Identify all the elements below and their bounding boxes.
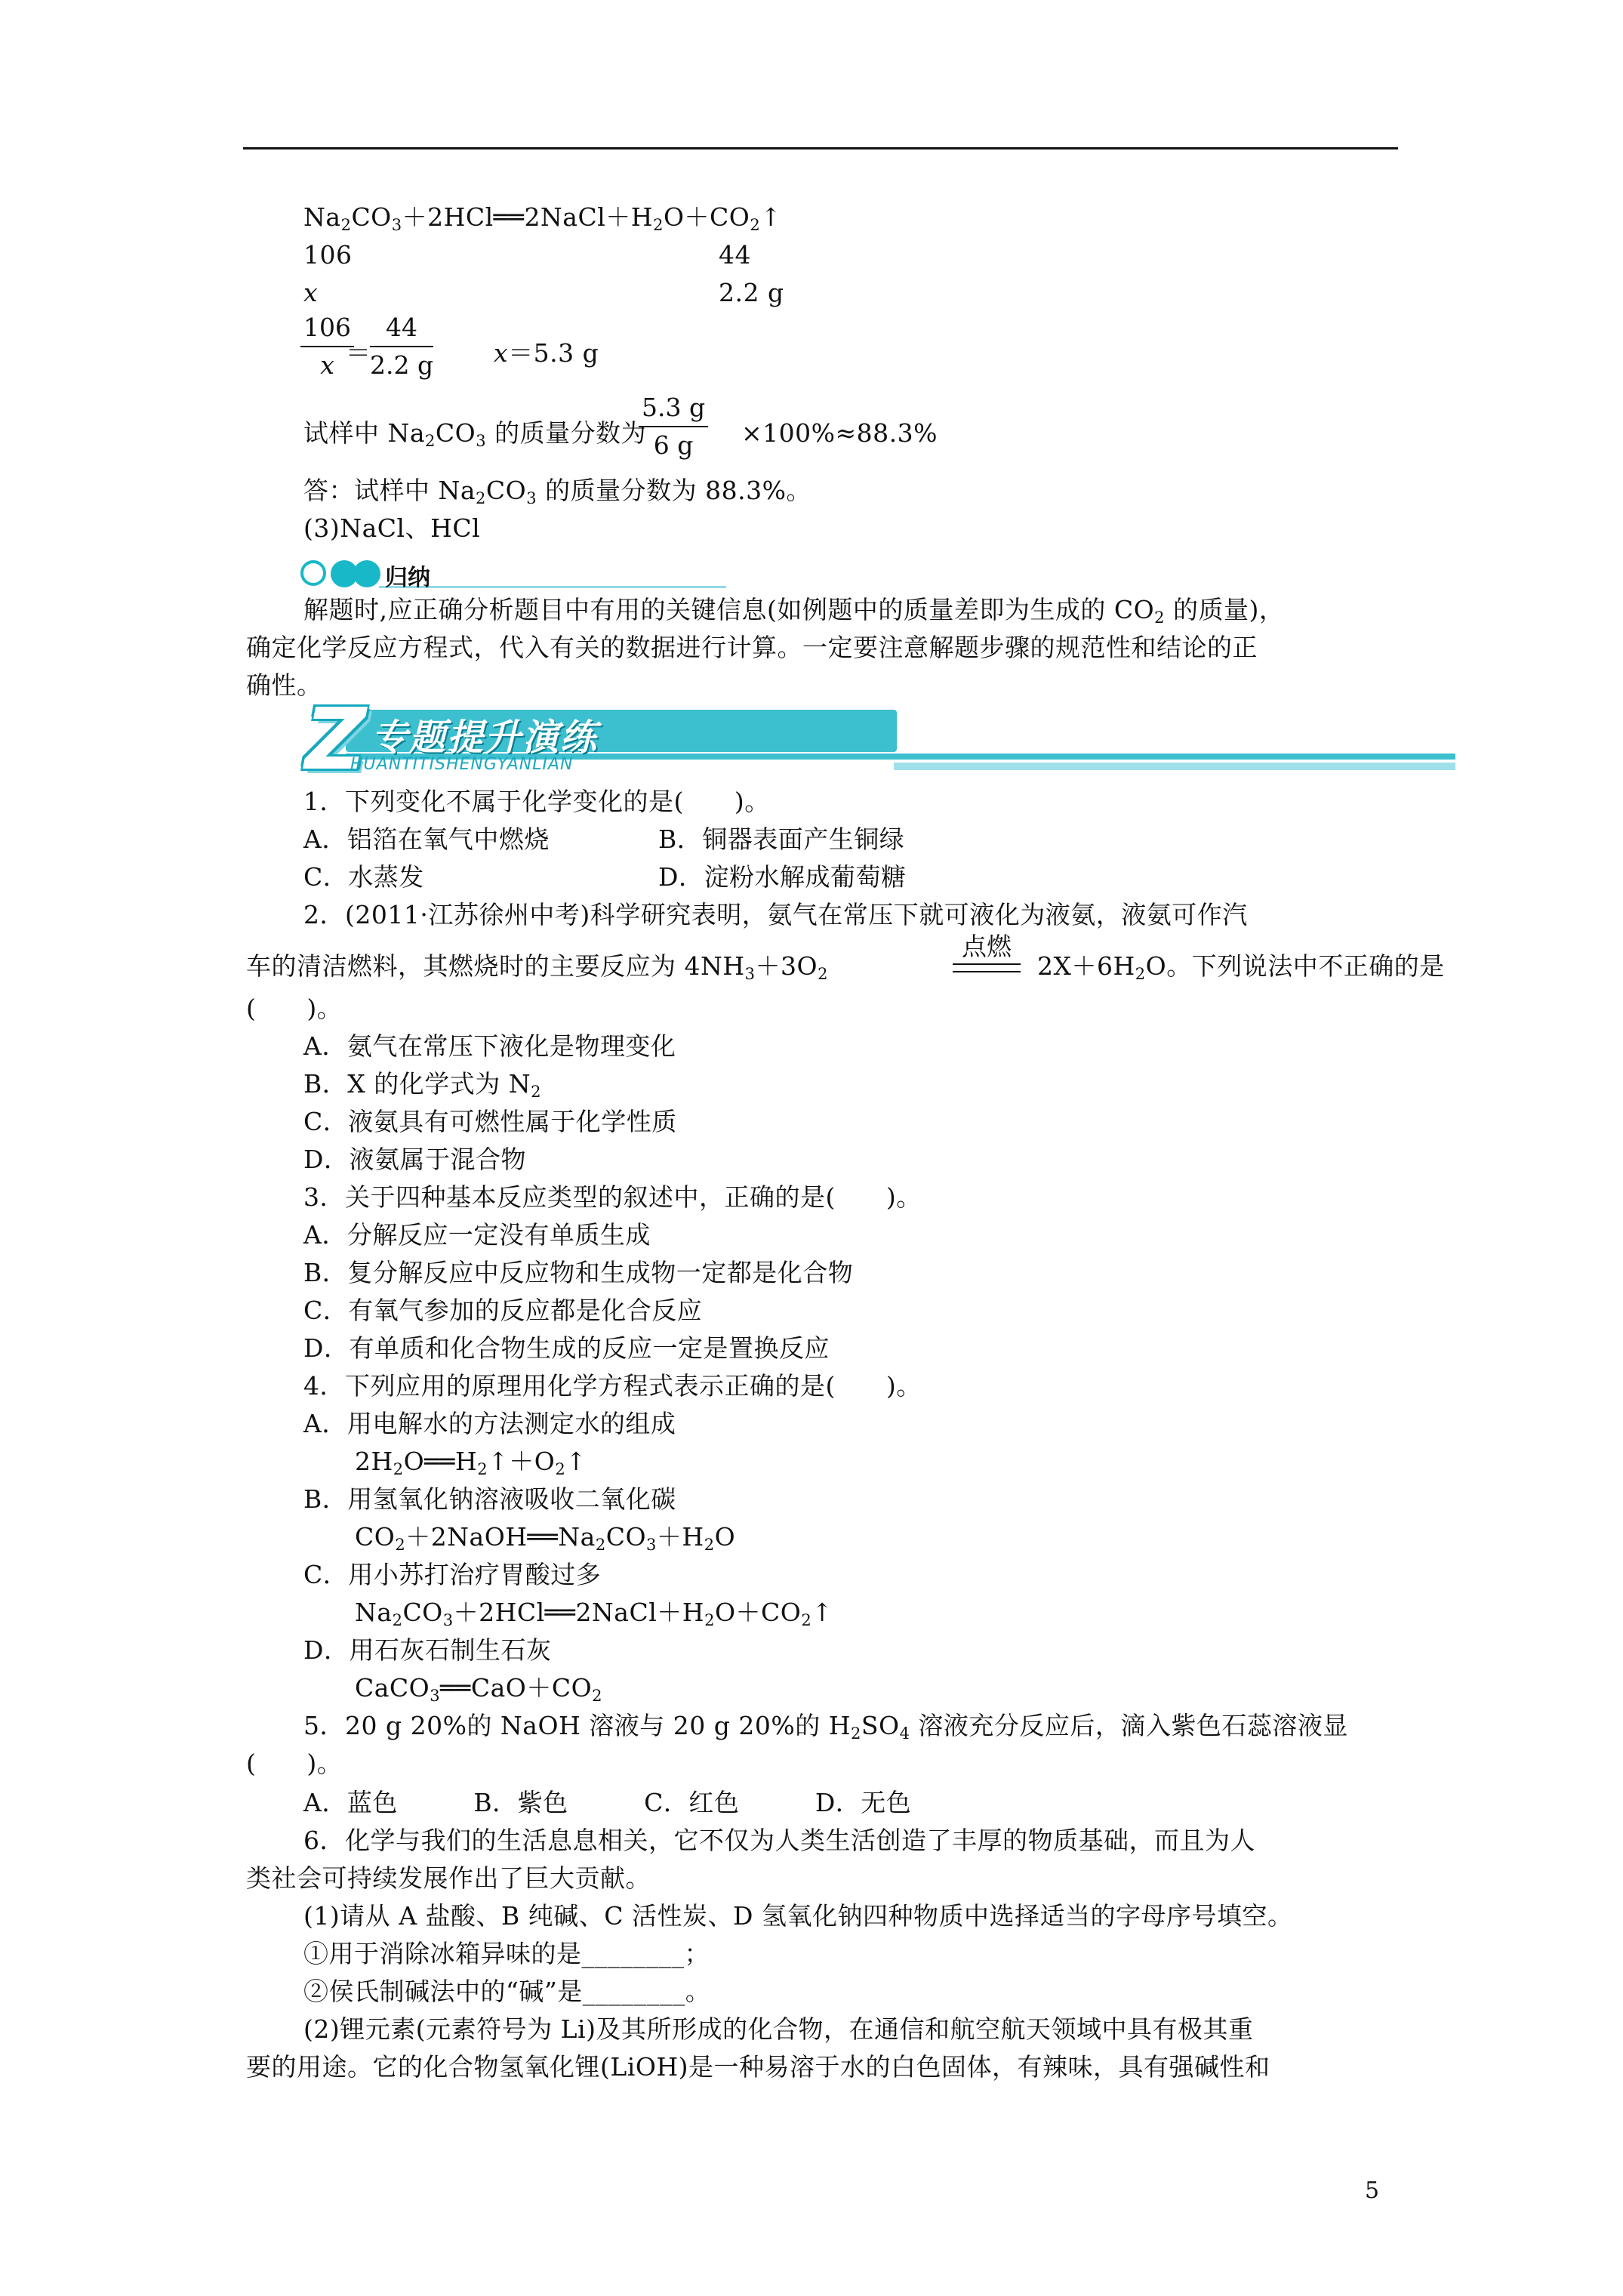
lightbulb-icon — [300, 560, 326, 586]
equals-sign: ＝ — [346, 338, 371, 368]
page-number: 5 — [1365, 2177, 1380, 2204]
banner-title: 专题提升演练 — [371, 717, 599, 759]
q3-stem: 3．关于四种基本反应类型的叙述中，正确的是( )。 — [303, 1182, 922, 1212]
q5-line-2: ( )。 — [246, 1749, 343, 1778]
q4-option-b: B．用氢氧化钠溶液吸收二氧化碳 — [303, 1484, 676, 1514]
q4-equation-d: $CaCO_3══CaO+CO_2$ — [355, 1673, 603, 1705]
summary-line-2: 确定化学反应方程式，代入有关的数据进行计算。一定要注意解题步骤的规范性和结论的正 — [246, 633, 1258, 662]
ratio-fraction-right: $\frac{44}{2.2 g}$ — [370, 313, 434, 380]
percent-prefix: 试样中 $Na_2CO_3$ 的质量分数为 — [303, 418, 647, 450]
molar-mass-co2: 44 — [719, 240, 751, 270]
q3-option-a: A．分解反应一定没有单质生成 — [303, 1220, 651, 1250]
q1-option-c: C．水蒸发 — [303, 862, 424, 892]
q2-option-b: B．X 的化学式为 $N_2$ — [303, 1069, 541, 1101]
q6-part1-a: ①用于消除冰箱异味的是________； — [303, 1939, 710, 1968]
q4-equation-c: $Na_2CO_3+2HCl══2NaCl+H_2O+CO_2↑$ — [355, 1598, 833, 1629]
q6-line-1: 6．化学与我们的生活息息相关，它不仅为人类生活创造了丰厚的物质基础，而且为人 — [303, 1826, 1255, 1855]
q2-option-a: A．氨气在常压下液化是物理变化 — [303, 1031, 676, 1061]
q6-part1-b: ②侯氏制碱法中的“碱”是________。 — [303, 1977, 711, 2006]
q2-option-d: D．液氨属于混合物 — [303, 1145, 526, 1174]
q4-equation-b: $CO_2+2NaOH══Na_2CO_3+H_2O$ — [355, 1522, 736, 1554]
part3-answer: (3)NaCl、HCl — [303, 513, 481, 543]
ignition-condition: 点燃 — [953, 932, 1021, 972]
equation-line: $Na_2CO_3+2HCl══2NaCl+H_2O+CO_2↑$ — [303, 202, 782, 234]
q4-option-a: A．用电解水的方法测定水的组成 — [303, 1409, 676, 1438]
summary-line-3: 确性。 — [246, 670, 322, 700]
q2-option-c: C．液氨具有可燃性属于化学性质 — [303, 1107, 677, 1136]
result-line: x＝5.3 g — [494, 338, 599, 368]
header-rule — [243, 147, 1398, 149]
q1-option-a: A．铝箔在氧气中燃烧 — [303, 824, 550, 854]
q1-stem: 1．下列变化不属于化学变化的是( )。 — [303, 787, 770, 816]
q3-option-b: B．复分解反应中反应物和生成物一定都是化合物 — [303, 1258, 854, 1287]
unknown-x: x — [303, 278, 319, 307]
section-banner — [305, 691, 1455, 789]
q2-line-2-left: 车的清洁燃料，其燃烧时的主要反应为 $4NH_3+3O_2$ — [246, 951, 828, 983]
q1-option-b: B．铜器表面产生铜绿 — [658, 824, 905, 854]
answer-line: 答：试样中 $Na_2CO_3$ 的质量分数为 88.3%。 — [303, 476, 812, 507]
q2-line-1: 2．(2011·江苏徐州中考)科学研究表明，氨气在常压下就可液化为液氨，液氨可作汽 — [303, 900, 1248, 929]
q3-option-d: D．有单质和化合物生成的反应一定是置换反应 — [303, 1333, 830, 1363]
q6-part1: (1)请从 A 盐酸、B 纯碱、C 活性炭、D 氢氧化钠四种物质中选择适当的字母序号填空。 — [303, 1901, 1293, 1931]
q5-line-1: 5．20 g 20%的 NaOH 溶液与 20 g 20%的 $H_2SO_4$ 溶液充分反应后，滴入紫色石蕊溶液显 — [303, 1711, 1348, 1743]
q6-part2-line-1: (2)锂元素(元素符号为 Li)及其所形成的化合物，在通信和航空航天领域中具有极其重 — [303, 2014, 1254, 2044]
ratio-fraction-left: $\frac{106}{x}$ — [300, 311, 354, 382]
banner-subtitle: HUANTITISHENGYANLIAN — [350, 755, 574, 774]
q5-options: A．蓝色 B．紫色 C．红色 D．无色 — [303, 1788, 912, 1817]
summary-label: 归纳 — [385, 565, 430, 591]
q4-stem: 4．下列应用的原理用化学方程式表示正确的是( )。 — [303, 1371, 922, 1401]
banner-z-letter: Z — [305, 691, 367, 789]
q2-line-3: ( )。 — [246, 994, 343, 1023]
q1-option-d: D．淀粉水解成葡萄糖 — [658, 862, 907, 892]
q4-option-d: D．用石灰石制生石灰 — [303, 1635, 552, 1665]
co2-mass: 2.2 g — [719, 278, 784, 307]
summary-line-1: 解题时,应正确分析题目中有用的关键信息(如例题中的质量差即为生成的 $CO_2$ 的质量)， — [303, 595, 1285, 627]
q6-line-2: 类社会可持续发展作出了巨大贡献。 — [246, 1863, 651, 1893]
molar-mass-na2co3: 106 — [303, 240, 353, 270]
q4-equation-a: $2H_2O══H_2↑+O_2↑$ — [355, 1447, 587, 1478]
q2-line-2-right: $2X+6H_2O$。下列说法中不正确的是 — [1037, 951, 1445, 983]
q6-part2-line-2: 要的用途。它的化合物氢氧化锂(LiOH)是一种易溶于水的白色固体，有辣味，具有强碱性和 — [246, 2052, 1270, 2082]
q3-option-c: C．有氧气参加的反应都是化合反应 — [303, 1296, 703, 1325]
percent-fraction: $\frac{5.3 g}{6 g}$ — [639, 391, 708, 462]
q4-option-c: C．用小苏打治疗胃酸过多 — [303, 1560, 602, 1589]
percent-result: ×100%≈88.3% — [741, 418, 938, 448]
